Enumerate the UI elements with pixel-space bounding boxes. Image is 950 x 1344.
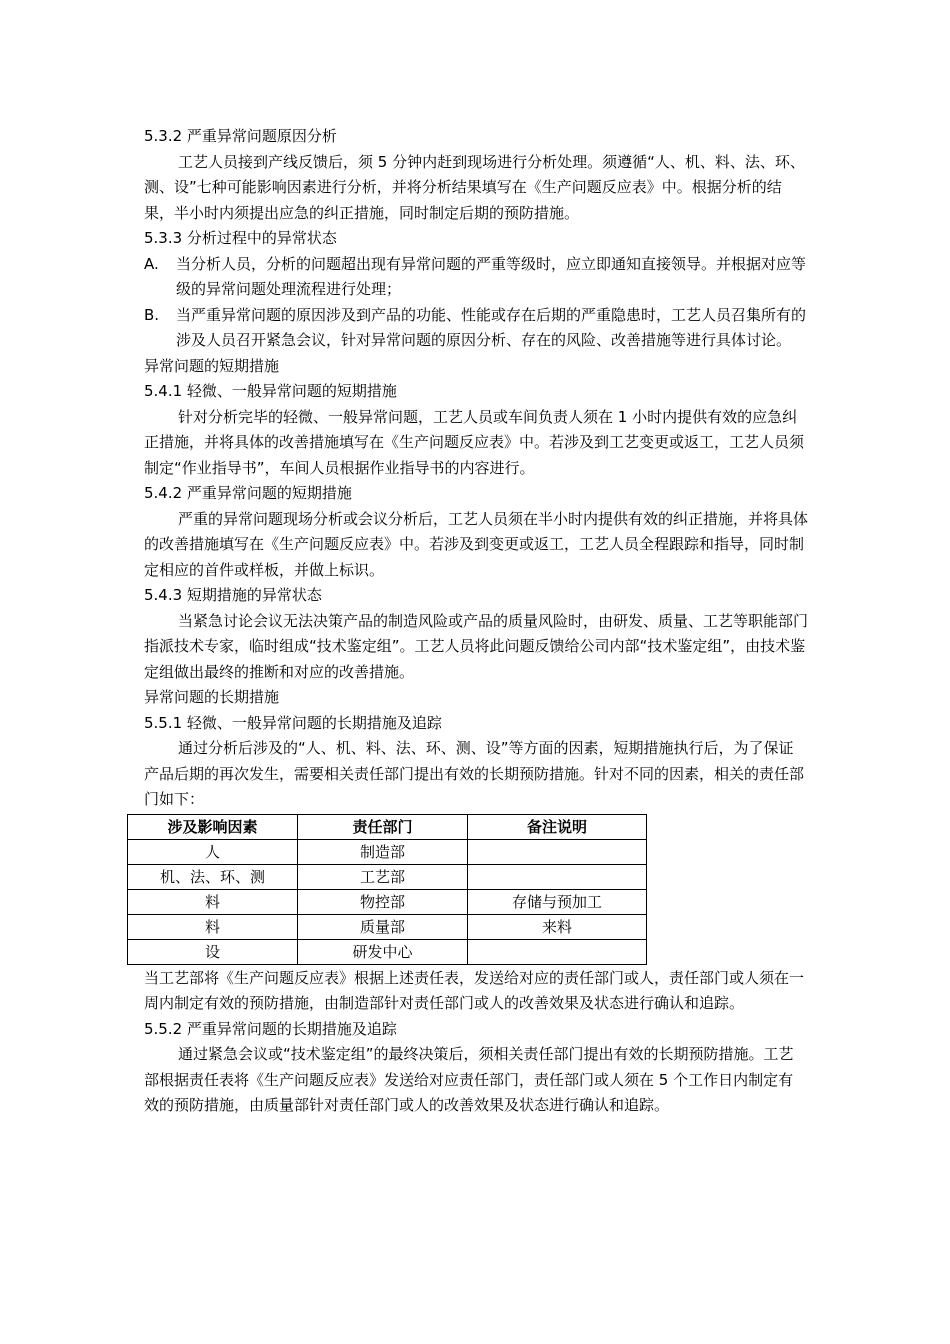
section-heading-5-5-1: 5.5.1 轻微、一般异常问题的长期措施及追踪 [144,713,442,732]
section-body-5-3-2: 工艺人员接到产线反馈后，须 5 分钟内赶到现场进行分析处理。须遵循“人、机、料、法、环、测、设”七种可能影响因素进行分析，并将分析结果填写在《生产问题反应表》中。根据分析的结果，半小时内须提出应急的纠正措施，同时制定后期的预防措施。 [144,152,805,222]
list-marker-b: B. [144,305,160,324]
table-cell-factor: 料 [128,889,298,914]
table-cell-remarks: 存储与预加工 [468,889,647,914]
section-body-5-5-1: 通过分析后涉及的“人、机、料、法、环、测、设”等方面的因素，短期措施执行后，为了保证产品后期的再次发生，需要相关责任部门提出有效的长期预防措施。针对不同的因素，相关的责任部门如下： [144,739,805,808]
table-cell-remarks [468,864,647,889]
section-heading-5-5-2: 5.5.2 严重异常问题的长期措施及追踪 [144,1019,397,1038]
table-header-row [128,814,647,839]
section-body-5-5-2: 通过紧急会议或“技术鉴定组”的最终决策后，须相关责任部门提出有效的长期预防措施。工艺部根据责任表将《生产问题反应表》发送给对应责任部门，责任部门或人须在 5 个工作日内制定有效的预防措施，由质量部针对责任部门或人的改善效果及状态进行确认和追踪。 [144,1045,794,1114]
table-cell-factor: 设 [128,939,298,964]
table-header-remarks: 备注说明 [468,814,647,839]
section-body-5-4-2: 严重的异常问题现场分析或会议分析后，工艺人员须在半小时内提供有效的纠正措施，并将具体的改善措施填写在《生产问题反应表》中。若涉及到变更或返工，工艺人员全程跟踪和指导，同时制定相应的首件或样板，并做上标识。 [144,509,809,579]
section-body-5-4-1: 针对分析完毕的轻微、一般异常问题，工艺人员或车间负责人须在 1 小时内提供有效的应急纠正措施，并将具体的改善措施填写在《生产问题反应表》中。若涉及到工艺变更或返工，工艺人员须制定“作业指导书”，车间人员根据作业指导书的内容进行。 [144,407,805,477]
table-row [128,914,647,939]
list-item-a-text: 当分析人员，分析的问题超出现有异常问题的严重等级时，应立即通知直接领导。并根据对应等级的异常问题处理流程进行处理； [176,254,807,298]
table-cell-department: 工艺部 [298,864,468,889]
table-cell-remarks [468,939,647,964]
table-cell-remarks: 来料 [468,914,647,939]
responsibility-table [127,814,647,965]
table-cell-factor: 人 [128,839,298,864]
table-header-factor: 涉及影响因素 [128,814,298,839]
table-row [128,839,647,864]
table-header-department: 责任部门 [298,814,468,839]
section-heading-5-4-1: 5.4.1 轻微、一般异常问题的短期措施 [144,382,397,400]
list-marker-a: A. [144,254,159,273]
table-row [128,889,647,914]
section-heading-5-3-2: 5.3.2 严重异常问题原因分析 [144,127,337,145]
section-heading-5-3-3: 5.3.3 分析过程中的异常状态 [144,229,337,247]
list-item-a [144,252,808,303]
table-row [128,939,647,964]
table-cell-department: 质量部 [298,914,468,939]
document-page [144,124,808,1119]
section-heading-5-4: 异常问题的短期措施 [144,356,280,375]
list-item-b-text: 当严重异常问题的原因涉及到产品的功能、性能或存在后期的严重隐患时，工艺人员召集所有的涉及人员召开紧急会议，针对异常问题的原因分析、存在的风险、改善措施等进行具体讨论。 [176,305,807,349]
table-cell-department: 物控部 [298,889,468,914]
section-body-5-5-1-after-table: 当工艺部将《生产问题反应表》根据上述责任表，发送给对应的责任部门或人，责任部门或人须在一周内制定有效的预防措施，由制造部针对责任部门或人的改善效果及状态进行确认和追踪。 [144,968,805,1012]
section-heading-5-4-3: 5.4.3 短期措施的异常状态 [144,586,322,604]
table-cell-remarks [468,839,647,864]
section-body-5-4-3: 当紧急讨论会议无法决策产品的制造风险或产品的质量风险时，由研发、质量、工艺等职能部门指派技术专家，临时组成“技术鉴定组”。工艺人员将此问题反馈给公司内部“技术鉴定组”，由技术鉴定组做出最终的推断和对应的改善措施。 [144,611,809,681]
list-item-b [144,303,808,354]
table-cell-department: 制造部 [298,839,468,864]
table-cell-factor: 机、法、环、测 [128,864,298,889]
table-cell-department: 研发中心 [298,939,468,964]
section-heading-5-5: 异常问题的长期措施 [144,688,280,706]
section-heading-5-4-2: 5.4.2 严重异常问题的短期措施 [144,484,352,502]
table-cell-factor: 料 [128,914,298,939]
table-row [128,864,647,889]
